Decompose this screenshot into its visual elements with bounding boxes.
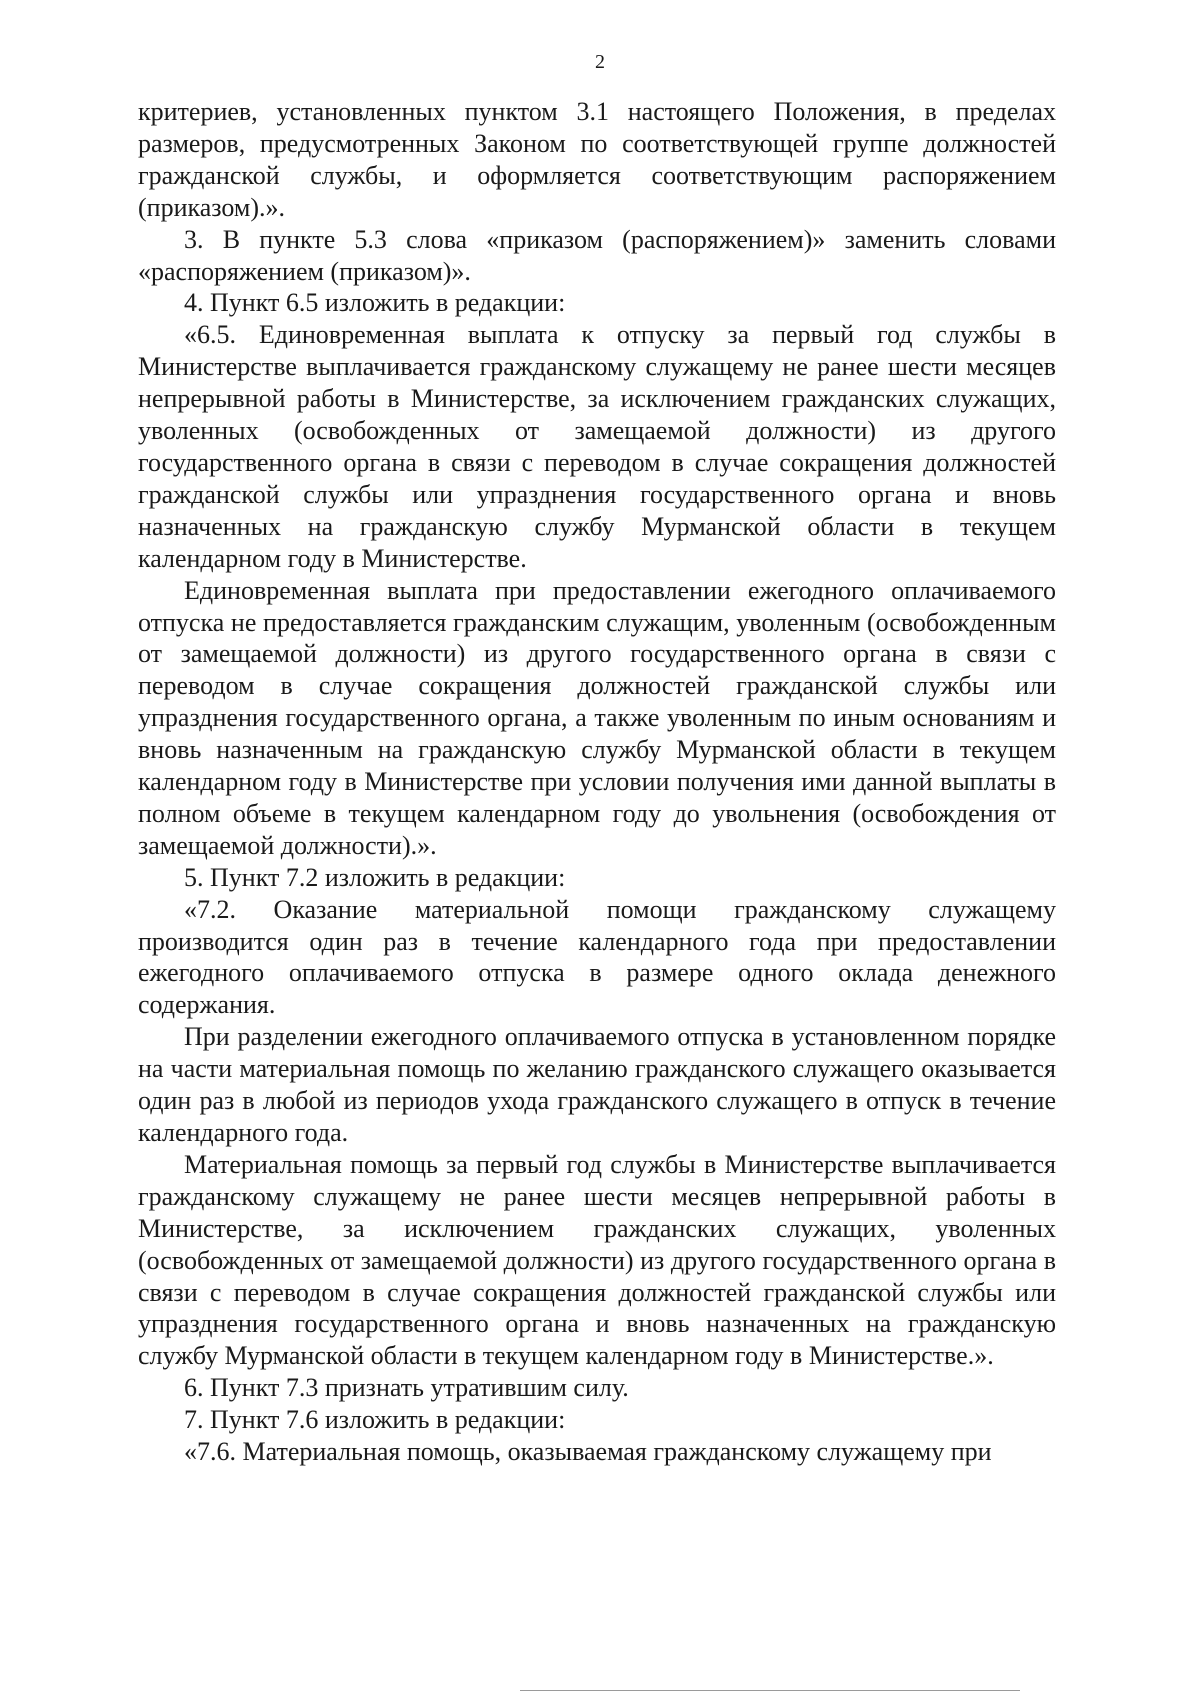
document-body — [138, 96, 1056, 1468]
paragraph-item-7: 7. Пункт 7.6 изложить в редакции: — [184, 1405, 566, 1435]
paragraph-quote-7-6: «7.6. Материальная помощь, оказываемая гражданскому служащему при — [184, 1437, 992, 1467]
paragraph-quote-6-5: «6.5. Единовременная выплата к отпуску за первый год службы в Министерстве выплачивается гражданскому служащему не ранее шести месяцев непрерывной работы в Министерстве, за исключением гражданских служащих, уволенных (освобожденных от замещаемой должности) из другого государственного органа в связи с переводом в случае сокращения должностей гражданской службы или упразднения государственного органа и вновь назначенных на гражданскую службу Мурманской области в текущем календарном году в Министерстве. — [138, 320, 1056, 573]
paragraph-quote-7-2: «7.2. Оказание материальной помощи гражданскому служащему производится один раз в течение календарного года при предоставлении ежегодного оплачиваемого отпуска в размере одного оклада денежного содержания. — [138, 894, 1056, 1020]
paragraph-7-2-first-year: Материальная помощь за первый год службы в Министерстве выплачивается гражданскому служащему не ранее шести месяцев непрерывной работы в Министерстве, за исключением гражданских служащих, уволенных (освобожденных от замещаемой должности) из другого государственного органа в связи с переводом в случае сокращения должностей гражданской службы или упразднения государственного органа и вновь назначенных на гражданскую службу Мурманской области в текущем календарном году в Министерстве.». — [138, 1149, 1056, 1371]
paragraph-item-6: 6. Пункт 7.3 признать утратившим силу. — [184, 1373, 629, 1403]
paragraph-item-3: 3. В пункте 5.3 слова «приказом (распоряжением)» заменить словами «распоряжением (приказом)». — [138, 224, 1056, 286]
paragraph-continuation: критериев, установленных пунктом 3.1 настоящего Положения, в пределах размеров, предусмотренных Законом по соответствующей группе должностей гражданской службы, и оформляется соответствующим распоряжением (приказом).». — [138, 97, 1056, 222]
paragraph-item-4: 4. Пункт 6.5 изложить в редакции: — [184, 288, 566, 318]
paragraph-item-5: 5. Пункт 7.2 изложить в редакции: — [184, 862, 566, 892]
paragraph-7-2-division: При разделении ежегодного оплачиваемого отпуска в установленном порядке на части материальная помощь по желанию гражданского служащего оказывается один раз в любой из периодов ухода гражданского служащего в отпуск в течение календарного года. — [138, 1022, 1056, 1147]
scan-edge-line — [520, 1690, 1020, 1691]
page-number: 2 — [595, 51, 605, 73]
paragraph-6-5-continuation: Единовременная выплата при предоставлении ежегодного оплачиваемого отпуска не предоставляется гражданским служащим, уволенным (освобожденным от замещаемой должности) из другого государственного органа в связи с переводом в случае сокращения должностей гражданской службы или упразднения государственного органа, а также уволенным по иным основаниям и вновь назначенным на гражданскую службу Мурманской области в текущем календарном году в Министерстве при условии получения ими данной выплаты в полном объеме в текущем календарном году до увольнения (освобождения от замещаемой должности).». — [138, 575, 1056, 860]
